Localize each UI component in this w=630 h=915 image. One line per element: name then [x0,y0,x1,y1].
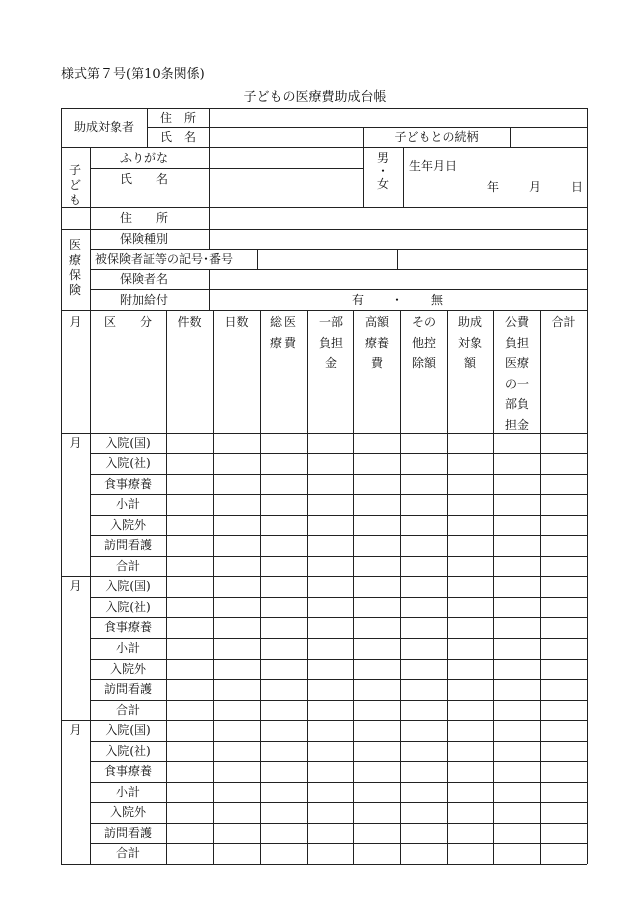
block-2-row-inpatient-social: 入院(社) [105,600,151,614]
child-name-field[interactable] [210,169,362,206]
block-1-row-home-nursing: 訪問看護 [103,538,152,552]
block-1-row-inpatient-social: 入院(社) [105,456,151,470]
block-2-row-home-nursing: 訪問看護 [103,682,152,696]
column-header-high-cost: 高額療養費 [364,315,389,370]
insurer-name-label: 保険者名 [120,272,169,286]
column-header-month: 月 [69,315,82,329]
block-3-row-inpatient-national: 入院(国) [105,723,151,737]
birthdate-label: 生年月日 [409,159,458,173]
column-header-category: 区 分 [103,315,152,329]
column-header-total-cost: 総医療費 [269,315,298,350]
block-1-row-inpatient-national: 入院(国) [105,436,151,450]
block-2-row-subtotal: 小計 [115,641,140,655]
child-address-label: 住 所 [120,211,169,225]
column-header-other-deduction: その他控除額 [411,315,436,370]
applicant-address-label: 住 所 [159,111,196,125]
form-title: 子どもの医療費助成台帳 [243,90,387,105]
column-header-days: 日数 [224,315,249,329]
block-2-row-inpatient-national: 入院(国) [105,579,151,593]
block-3-row-meal: 食事療養 [103,764,152,778]
birthdate-day-label: 日 [571,180,584,194]
insured-number-label: 被保険者証等の記号･番号 [95,252,234,266]
sex-female-option[interactable]: 女 [376,177,389,191]
column-header-public-partial: 公費負担医療の一部負担金 [504,315,529,432]
applicant-label: 助成対象者 [73,120,134,134]
block-1-row-outpatient: 入院外 [109,518,146,532]
block-2-row-total: 合計 [115,703,140,717]
child-furigana-label: ふりがな [120,151,169,165]
applicant-name-field[interactable] [210,128,362,146]
child-name-label: 氏 名 [120,172,169,186]
month-block-2-label: 月 [69,579,82,593]
relation-label: 子どもとの続柄 [394,130,479,144]
block-3-row-inpatient-social: 入院(社) [105,744,151,758]
column-header-cases: 件数 [177,315,202,329]
block-2-row-outpatient: 入院外 [109,662,146,676]
insurance-type-label: 保険種別 [120,232,169,246]
block-3-row-home-nursing: 訪問看護 [103,826,152,840]
insurance-type-field[interactable] [210,230,586,248]
extra-benefit-separator: ・ [391,293,404,307]
child-address-field[interactable] [210,208,586,228]
birthdate-month-label: 月 [529,180,542,194]
block-1-row-total: 合計 [115,559,140,573]
child-furigana-field[interactable] [210,148,362,167]
extra-benefit-yes-option[interactable]: 有 [352,293,365,307]
block-3-row-total: 合計 [115,846,140,860]
child-label: 子ども [68,163,81,207]
block-3-row-outpatient: 入院外 [109,805,146,819]
block-1-row-meal: 食事療養 [103,477,152,491]
extra-benefit-label: 附加給付 [120,293,169,307]
insured-number-field[interactable] [258,250,396,268]
applicant-address-field[interactable] [210,109,586,126]
insurance-label: 医療保険 [68,238,81,297]
month-block-1-label: 月 [69,436,82,450]
form-reference: 様式第７号(第10条関係) [61,67,205,82]
column-header-subsidy-amount: 助成対象額 [457,315,482,370]
block-1-row-subtotal: 小計 [115,497,140,511]
sex-male-option[interactable]: 男 [376,151,389,165]
month-block-3-label: 月 [69,723,82,737]
column-header-sum: 合計 [551,315,576,329]
sex-separator: ・ [376,164,389,178]
sex-choice[interactable] [363,152,403,191]
applicant-name-label: 氏 名 [159,130,196,144]
extra-benefit-no-option[interactable]: 無 [431,293,444,307]
insurer-name-field[interactable] [210,270,586,288]
block-2-row-meal: 食事療養 [103,620,152,634]
relation-field[interactable] [511,128,586,146]
birthdate-year-label: 年 [487,180,500,194]
block-3-row-subtotal: 小計 [115,785,140,799]
column-header-partial-burden: 一部負担金 [318,315,343,370]
